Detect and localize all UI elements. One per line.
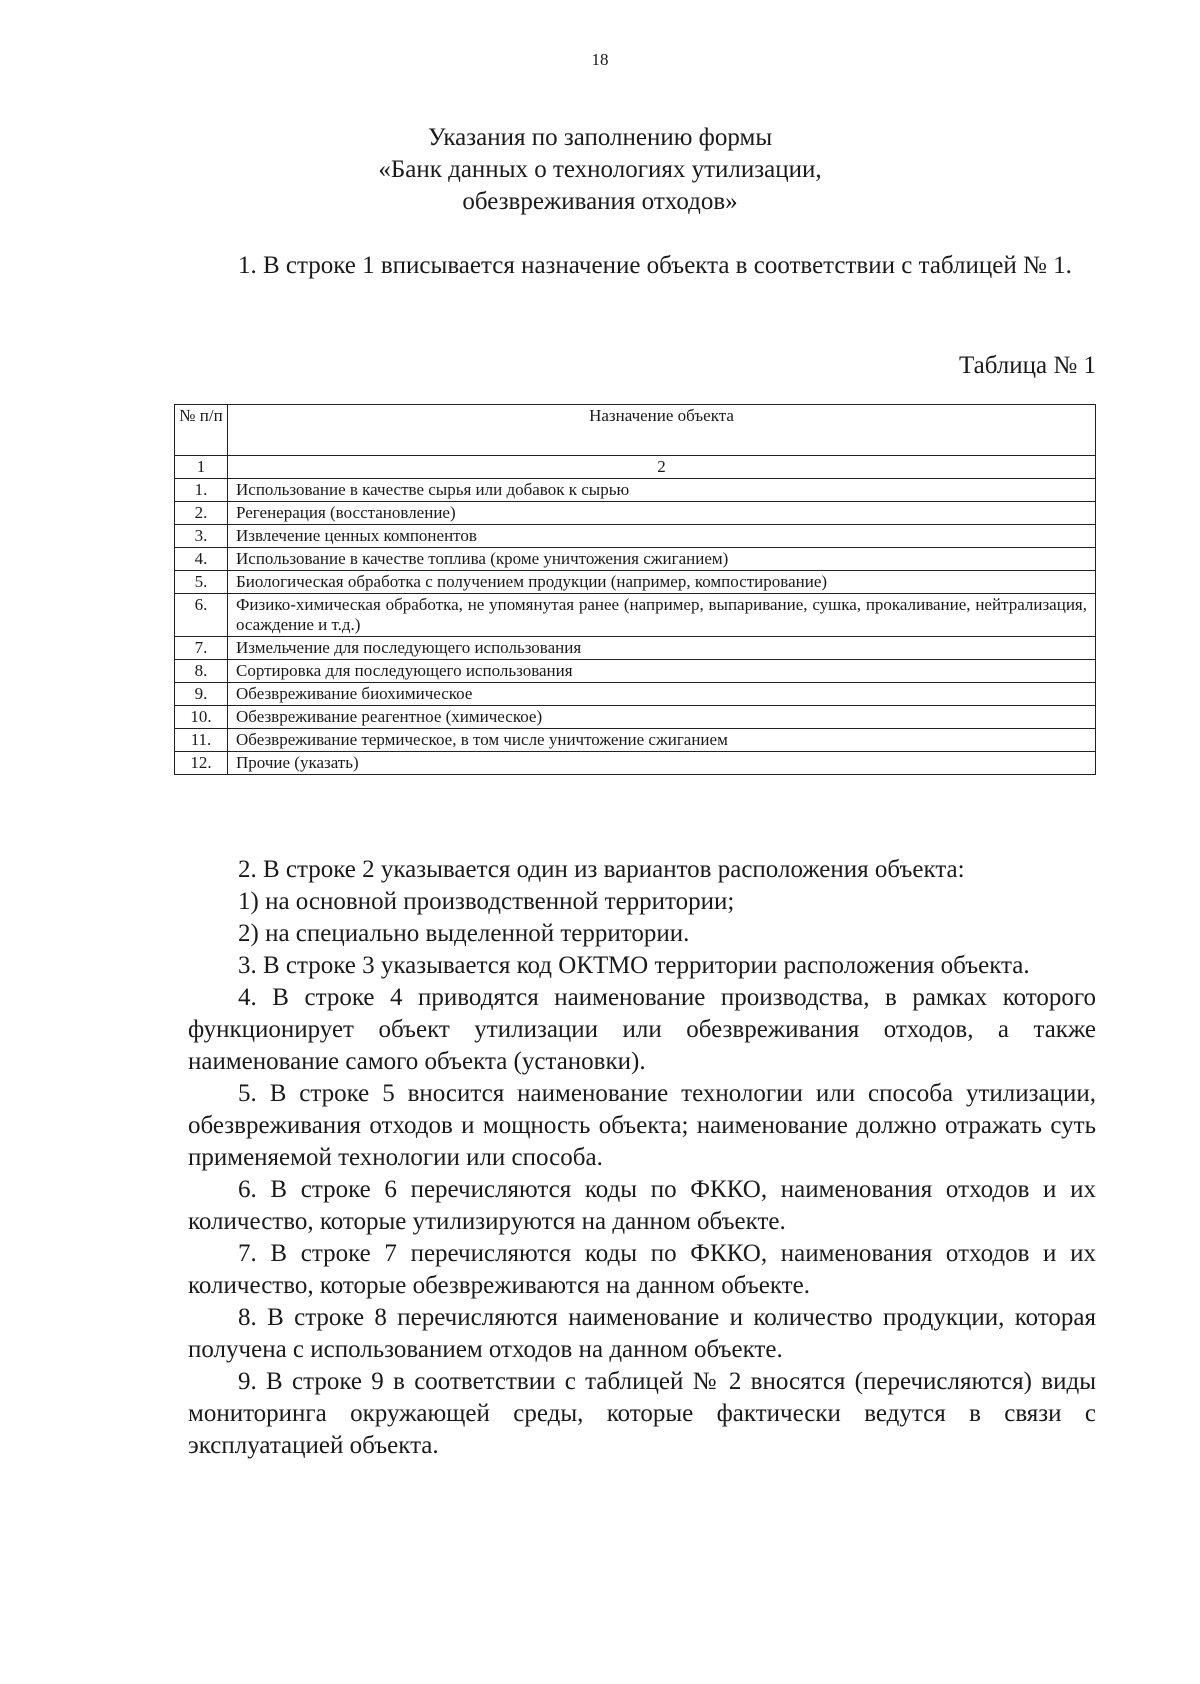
- instruction-paragraph: 2. В строке 2 указывается один из вариантов расположения объекта:: [238, 856, 965, 883]
- index-col-1: 1: [175, 456, 228, 479]
- table-caption: Таблица № 1: [958, 352, 1096, 379]
- instruction-paragraph: 5. В строке 5 вносится наименование технологии или способа утилизации, обезвреживания отходов и мощность объекта; наименование должно отражать суть применяемой технологии или способа.: [188, 1080, 1096, 1171]
- table-row: [175, 752, 1096, 775]
- row-number: 6.: [175, 594, 228, 637]
- table-row: [175, 706, 1096, 729]
- row-purpose: Обезвреживание термическое, в том числе уничтожение сжиганием: [228, 729, 1096, 752]
- table-header-row: [175, 405, 1096, 456]
- row-purpose: Использование в качестве топлива (кроме уничтожения сжиганием): [228, 548, 1096, 571]
- instruction-paragraph: 9. В строке 9 в соответствии с таблицей № 2 вносятся (перечисляются) виды мониторинга окружающей среды, которые фактически ведутся в связи с эксплуатацией объекта.: [188, 1368, 1096, 1459]
- row-purpose: Сортировка для последующего использования: [228, 660, 1096, 683]
- row-number: 9.: [175, 683, 228, 706]
- table-row: [175, 729, 1096, 752]
- page-number: 18: [591, 50, 609, 69]
- title-line-3: обезвреживания отходов»: [462, 188, 738, 215]
- document-title: [0, 122, 1200, 218]
- table-row: [175, 660, 1096, 683]
- row-purpose: Обезвреживание реагентное (химическое): [228, 706, 1096, 729]
- row-purpose: Регенерация (восстановление): [228, 502, 1096, 525]
- row-number: 1.: [175, 479, 228, 502]
- row-purpose: Обезвреживание биохимическое: [228, 683, 1096, 706]
- row-number: 7.: [175, 637, 228, 660]
- table-row: [175, 502, 1096, 525]
- title-line-2: «Банк данных о технологиях утилизации,: [378, 156, 822, 183]
- instruction-paragraph: 3. В строке 3 указывается код ОКТМО территории расположения объекта.: [238, 952, 1030, 979]
- table-row: [175, 479, 1096, 502]
- table-row: [175, 683, 1096, 706]
- row-purpose: Извлечение ценных компонентов: [228, 525, 1096, 548]
- row-number: 12.: [175, 752, 228, 775]
- table-row: [175, 571, 1096, 594]
- index-col-2: 2: [228, 456, 1096, 479]
- row-number: 5.: [175, 571, 228, 594]
- instruction-paragraph: 7. В строке 7 перечисляются коды по ФККО, наименования отходов и их количество, которые обезвреживаются на данном объекте.: [188, 1240, 1096, 1299]
- row-purpose: Измельчение для последующего использования: [228, 637, 1096, 660]
- row-number: 10.: [175, 706, 228, 729]
- instruction-paragraph: 6. В строке 6 перечисляются коды по ФККО, наименования отходов и их количество, которые утилизируются на данном объекте.: [188, 1176, 1096, 1235]
- row-number: 3.: [175, 525, 228, 548]
- instruction-paragraph: 4. В строке 4 приводятся наименование производства, в рамках которого функционирует объект утилизации или обезвреживания отходов, а также наименование самого объекта (установки).: [188, 984, 1096, 1075]
- table-row: [175, 594, 1096, 637]
- row-purpose: Физико-химическая обработка, не упомянутая ранее (например, выпаривание, сушка, прокаливание, нейтрализация, осаждение и т.д.): [228, 594, 1096, 637]
- table-row: [175, 525, 1096, 548]
- title-line-1: Указания по заполнению формы: [427, 124, 773, 151]
- row-number: 11.: [175, 729, 228, 752]
- header-num: № п/п: [175, 405, 228, 456]
- row-purpose: Прочие (указать): [228, 752, 1096, 775]
- row-purpose: Использование в качестве сырья или добавок к сырью: [228, 479, 1096, 502]
- instruction-paragraph: 1) на основной производственной территории;: [238, 888, 735, 915]
- instruction-paragraph: 8. В строке 8 перечисляются наименование и количество продукции, которая получена с использованием отходов на данном объекте.: [188, 1304, 1096, 1363]
- table-row: [175, 548, 1096, 571]
- body-text: [188, 854, 1096, 1462]
- row-number: 8.: [175, 660, 228, 683]
- row-number: 4.: [175, 548, 228, 571]
- row-purpose: Биологическая обработка с получением продукции (например, компостирование): [228, 571, 1096, 594]
- instruction-paragraph: 2) на специально выделенной территории.: [238, 920, 690, 947]
- table-row: [175, 637, 1096, 660]
- table-index-row: [175, 456, 1096, 479]
- header-name: Назначение объекта: [228, 405, 1096, 456]
- row-number: 2.: [175, 502, 228, 525]
- intro-paragraph: 1. В строке 1 вписывается назначение объекта в соответствии с таблицей № 1.: [238, 252, 1072, 279]
- purpose-table: [174, 404, 1096, 775]
